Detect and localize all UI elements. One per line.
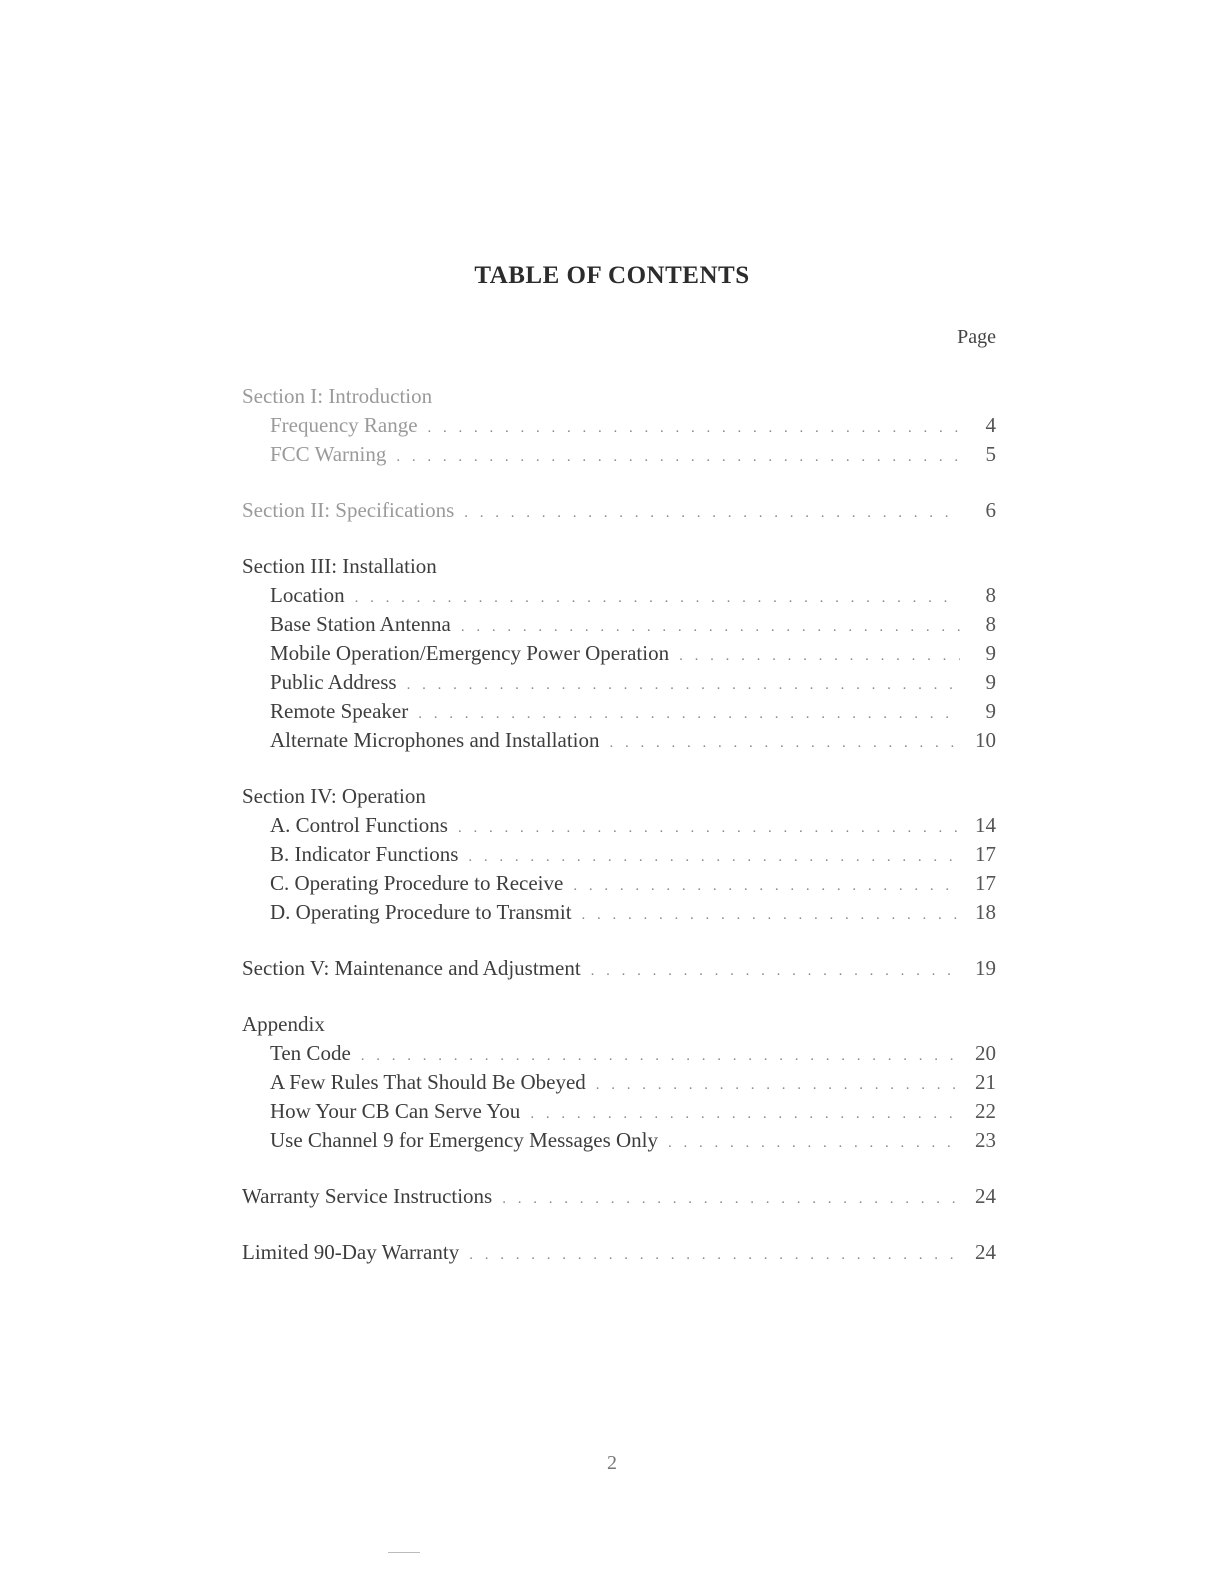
toc-entry-page: 4 (985, 413, 996, 437)
leader-dots (355, 584, 960, 613)
toc-entry-label: D. Operating Procedure to Transmit (270, 900, 572, 924)
toc-entry-label: Frequency Range (270, 413, 418, 437)
toc-entry (242, 581, 996, 610)
section-heading: Appendix (242, 1012, 325, 1036)
section-heading: Section III: Installation (242, 554, 437, 578)
leader-dots (469, 1241, 960, 1270)
leader-dots (610, 729, 961, 758)
page-column-heading: Page (957, 326, 996, 348)
toc-entry (242, 639, 996, 668)
toc-entry-label: Alternate Microphones and Installation (270, 728, 600, 752)
toc-entry (242, 869, 996, 898)
toc-entry-page: 9 (985, 699, 996, 723)
leader-dots (582, 901, 960, 930)
toc-entry (242, 1182, 996, 1211)
toc-entry (242, 1126, 996, 1155)
leader-dots (591, 957, 960, 986)
toc-entry-label: Location (270, 583, 345, 607)
toc-entry-label: Use Channel 9 for Emergency Messages Only (270, 1128, 659, 1152)
toc-entry-label: A. Control Functions (270, 813, 448, 837)
toc-entry-page: 17 (975, 871, 996, 895)
toc-entry (242, 840, 996, 869)
page-number: 2 (607, 1452, 617, 1474)
toc-entry-page: 24 (975, 1184, 996, 1208)
toc-entry-page: 21 (975, 1070, 996, 1094)
toc-entry (242, 954, 996, 983)
toc-entry-page: 14 (975, 813, 996, 837)
footer-rule (388, 1552, 420, 1553)
leader-dots (407, 671, 960, 700)
toc-entry-label: Warranty Service Instructions (242, 1184, 493, 1208)
toc-entry-label: FCC Warning (270, 442, 387, 466)
toc-entry-page: 23 (975, 1128, 996, 1152)
leader-dots (396, 443, 960, 472)
toc-entry-label: A Few Rules That Should Be Obeyed (270, 1070, 586, 1094)
toc-section-4 (242, 782, 996, 927)
toc-entry-page: 5 (985, 442, 996, 466)
leader-dots (530, 1100, 960, 1129)
toc-section-1 (242, 382, 996, 469)
toc-entry-label: Section II: Specifications (242, 498, 455, 522)
toc-entry-label: How Your CB Can Serve You (270, 1099, 521, 1123)
toc-entry (242, 1068, 996, 1097)
toc-limited-warranty (242, 1238, 996, 1267)
toc-entry (242, 496, 996, 525)
section-heading: Section I: Introduction (242, 384, 433, 408)
toc-entry-page: 18 (975, 900, 996, 924)
toc-entry-page: 6 (985, 498, 996, 522)
toc-entry-label: B. Indicator Functions (270, 842, 459, 866)
toc-entry (242, 610, 996, 639)
toc-entry (242, 811, 996, 840)
leader-dots (464, 499, 960, 528)
toc-appendix (242, 1010, 996, 1155)
leader-dots (428, 414, 960, 443)
toc-entry-label: C. Operating Procedure to Receive (270, 871, 564, 895)
leader-dots (418, 700, 960, 729)
toc-entry-label: Mobile Operation/Emergency Power Operation (270, 641, 670, 665)
leader-dots (468, 843, 960, 872)
leader-dots (596, 1071, 960, 1100)
toc-entry-page: 8 (985, 583, 996, 607)
toc-entry-page: 24 (975, 1240, 996, 1264)
toc-entry (242, 726, 996, 755)
leader-dots (679, 642, 960, 671)
page-title: TABLE OF CONTENTS (474, 262, 750, 289)
toc-entry-label: Base Station Antenna (270, 612, 451, 636)
leader-dots (361, 1042, 960, 1071)
toc-entry (242, 697, 996, 726)
toc-entry (242, 668, 996, 697)
toc-entry-label: Public Address (270, 670, 397, 694)
leader-dots (573, 872, 960, 901)
toc-entry-page: 22 (975, 1099, 996, 1123)
toc-entry (242, 411, 996, 440)
leader-dots (668, 1129, 960, 1158)
toc-entry-page: 8 (985, 612, 996, 636)
toc-entry-page: 17 (975, 842, 996, 866)
toc-entry-label: Limited 90-Day Warranty (242, 1240, 460, 1264)
section-heading: Section IV: Operation (242, 784, 426, 808)
leader-dots (461, 613, 960, 642)
toc-entry-page: 10 (975, 728, 996, 752)
leader-dots (502, 1185, 960, 1214)
toc-entry-page: 9 (985, 641, 996, 665)
toc-entry-label: Ten Code (270, 1041, 351, 1065)
toc-section-3 (242, 552, 996, 755)
toc-entry (242, 1039, 996, 1068)
toc-entry (242, 898, 996, 927)
toc-entry-label: Section V: Maintenance and Adjustment (242, 956, 581, 980)
toc-warranty-service (242, 1182, 996, 1211)
toc-section-2 (242, 496, 996, 525)
toc-entry-page: 9 (985, 670, 996, 694)
table-of-contents (242, 382, 996, 1294)
toc-section-5 (242, 954, 996, 983)
toc-entry-page: 20 (975, 1041, 996, 1065)
leader-dots (458, 814, 960, 843)
toc-entry-label: Remote Speaker (270, 699, 409, 723)
toc-entry (242, 1097, 996, 1126)
toc-entry (242, 1238, 996, 1267)
toc-entry-page: 19 (975, 956, 996, 980)
toc-entry (242, 440, 996, 469)
